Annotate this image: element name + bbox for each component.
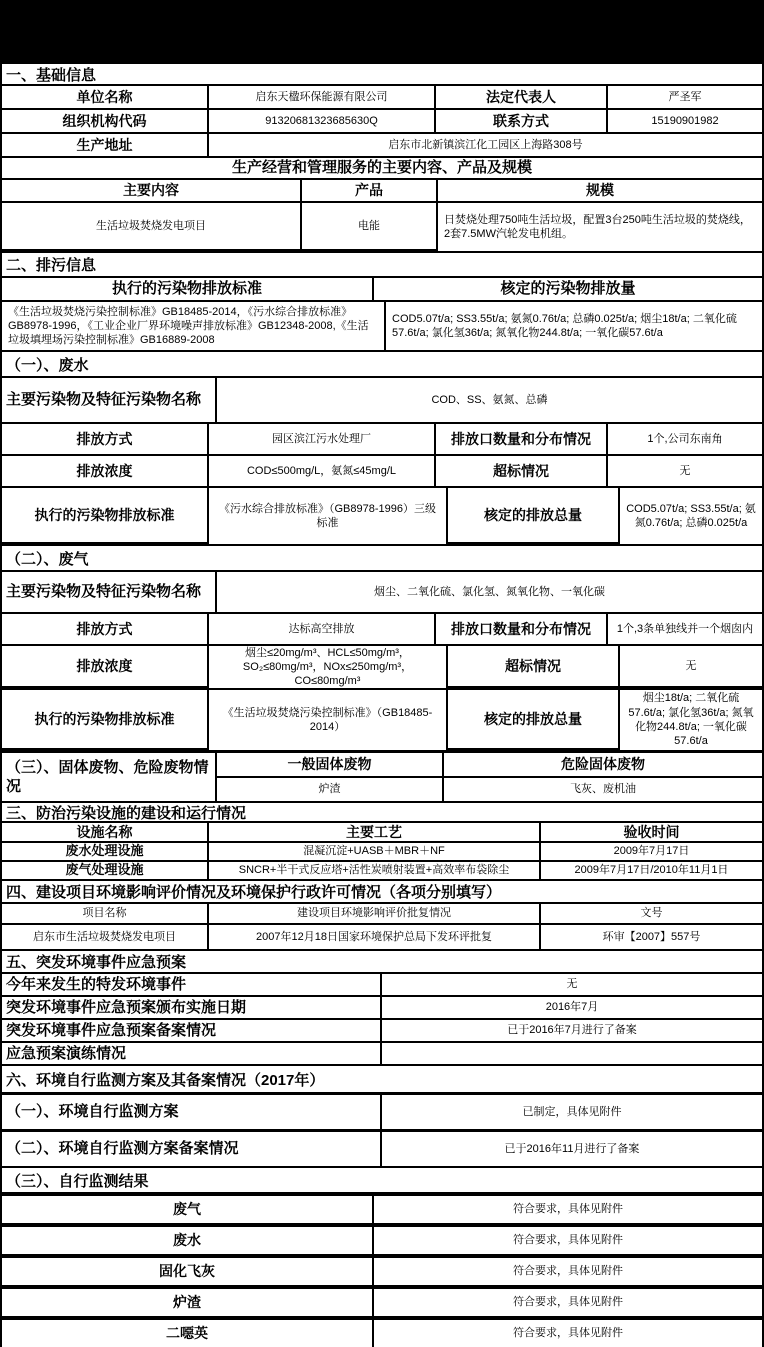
emergency-label: 应急预案演练情况 [2,1043,380,1064]
wg-mode-label: 排放方式 [2,614,207,644]
table-row [2,572,762,612]
table-row [217,778,762,801]
wg-pollutants-label: 主要污染物及特征污染物名称 [2,572,215,612]
result-label: 废气 [2,1196,372,1223]
ww-total-value: COD5.07t/a; SS3.55t/a; 氨氮0.76t/a; 总磷0.025t/a [620,488,762,544]
top-black-band [0,0,764,62]
table-row [2,1289,762,1316]
facility-process-header: 主要工艺 [209,823,539,841]
wg-concentration-value: 烟尘≤20mg/m³、HCL≤50mg/m³，SO₂≤80mg/m³，NOx≤250mg/m³，CO≤80mg/m³ [209,646,446,688]
product-value: 电能 [302,203,436,249]
result-label: 炉渣 [2,1289,372,1316]
table-row [2,1095,762,1129]
wg-exceed-label: 超标情况 [448,646,618,686]
table-row [2,110,762,132]
table-row [2,646,762,688]
facility-accept-date-header: 验收时间 [541,823,762,841]
ww-exceed-label: 超标情况 [436,456,606,486]
ww-exceed-value: 无 [608,456,762,486]
section-title-emergency: 五、突发环境事件应急预案 [2,951,762,972]
emission-amount-value: COD5.07t/a; SS3.55t/a; 氨氮0.76t/a; 总磷0.025t/a; 烟尘18t/a; 二氧化硫57.6t/a; 氯化氢36t/a; 氮氧化物244.8t/a; 一氧化碳57.6t/a [386,302,762,350]
emergency-value: 已于2016年7月进行了备案 [382,1020,762,1041]
org-code-value: 91320681323685630Q [209,110,434,132]
table-row [2,862,762,879]
table-row [2,134,762,156]
ww-concentration-value: COD≤500mg/L，氨氮≤45mg/L [209,456,434,486]
emission-standard-value: 《生活垃圾焚烧污染控制标准》GB18485-2014，《污水综合排放标准》GB8978-1996，《工业企业厂界环境噪声排放标准》GB12348-2008,《生活垃圾填埋场污染控制标准》GB16889-2008 [2,302,384,350]
eia-project-header: 项目名称 [2,904,207,923]
section-title-facilities: 三、防治污染设施的建设和运行情况 [2,803,762,821]
wg-standard-label: 执行的污染物排放标准 [2,690,207,748]
ww-concentration-label: 排放浓度 [2,456,207,486]
eia-project-value: 启东市生活垃圾焚烧发电项目 [2,925,207,949]
ww-standard-value: 《污水综合排放标准》（GB8978-1996）三级标准 [209,488,446,544]
contact-value: 15190901982 [608,110,762,132]
table-row [2,925,762,949]
emergency-label: 今年来发生的特发环境事件 [2,974,380,995]
product-header: 产品 [302,180,436,201]
section-title-basic-info: 一、基础信息 [2,64,762,84]
table-row [2,1196,762,1223]
table-row [2,823,762,841]
ww-total-label: 核定的排放总量 [448,488,618,542]
table-row [2,378,762,422]
general-waste-value: 炉渣 [217,778,442,801]
wg-outlets-value: 1个,3条单独线并一个烟囱内 [608,614,762,644]
section-title-monitoring-results: （三）、自行监测结果 [2,1168,762,1192]
table-row [2,278,762,300]
section-title-emission-info: 二、排污信息 [2,253,762,276]
wg-concentration-label: 排放浓度 [2,646,207,686]
general-waste-header: 一般固体废物 [217,753,442,776]
scale-header: 规模 [438,180,762,201]
table-row [2,1132,762,1166]
facility-process: 混凝沉淀+UASB＋MBR＋NF [209,843,539,860]
eia-approval-header: 建设项目环境影响评价批复情况 [209,904,539,923]
result-label: 二噁英 [2,1320,372,1347]
result-value: 符合要求，具体见附件 [374,1196,762,1223]
table-row [2,1258,762,1285]
ww-mode-value: 园区滨江污水处理厂 [209,424,434,454]
table-row [2,158,762,178]
facility-name-header: 设施名称 [2,823,207,841]
content-header: 主要内容 [2,180,300,201]
facility-accept-date: 2009年7月17日/2010年11月1日 [541,862,762,879]
ww-pollutants-value: COD、SS、氨氮、总磷 [217,378,762,422]
result-value: 符合要求，具体见附件 [374,1227,762,1254]
section-title-wastegas: （二）、废气 [2,546,762,570]
ww-outlets-value: 1个,公司东南角 [608,424,762,454]
emergency-value: 无 [382,974,762,995]
business-header: 生产经营和管理服务的主要内容、产品及规模 [2,158,762,178]
table-row [2,86,762,108]
emergency-value: 2016年7月 [382,997,762,1018]
table-row [2,1020,762,1041]
table-row [2,843,762,860]
result-value: 符合要求，具体见附件 [374,1258,762,1285]
table-row [2,1227,762,1254]
contact-label: 联系方式 [436,110,606,132]
wg-mode-value: 达标高空排放 [209,614,434,644]
wg-total-label: 核定的排放总量 [448,690,618,748]
monitoring-plan-value: 已制定，具体见附件 [382,1095,762,1129]
emergency-value [382,1043,762,1064]
legal-rep-value: 严圣军 [608,86,762,108]
table-row [2,488,762,544]
facility-name: 废水处理设施 [2,843,207,860]
monitoring-plan-label: （一）、环境自行监测方案 [2,1095,380,1129]
result-label: 固化飞灰 [2,1258,372,1285]
section-title-wastewater: （一）、废水 [2,352,762,376]
scale-value: 日焚烧处理750吨生活垃圾，配置3台250吨生活垃圾的焚烧线，2套7.5MW汽轮发电机组。 [438,203,762,251]
emergency-label: 突发环境事件应急预案颁布实施日期 [2,997,380,1018]
solid-waste-grid [217,753,762,801]
monitoring-record-label: （二）、环境自行监测方案备案情况 [2,1132,380,1166]
address-value: 启东市北新镇滨江化工园区上海路308号 [209,134,762,156]
solid-waste-block [2,753,762,801]
eia-approval-value: 2007年12月18日国家环境保护总局下发环评批复 [209,925,539,949]
facility-name: 废气处理设施 [2,862,207,879]
content-value: 生活垃圾焚烧发电项目 [2,203,300,249]
monitoring-record-value: 已于2016年11月进行了备案 [382,1132,762,1166]
emergency-label: 突发环境事件应急预案备案情况 [2,1020,380,1041]
facility-process: SNCR+半干式反应塔+活性炭喷射装置+高效率布袋除尘 [209,862,539,879]
emission-amount-header: 核定的污染物排放量 [374,278,762,300]
table-row [2,203,762,251]
address-label: 生产地址 [2,134,207,156]
eia-docno-value: 环审【2007】557号 [541,925,762,949]
table-row [2,690,762,750]
unit-name-value: 启东天楹环保能源有限公司 [209,86,434,108]
wg-outlets-label: 排放口数量和分布情况 [436,614,606,644]
legal-rep-label: 法定代表人 [436,86,606,108]
solid-waste-title: （三）、固体废物、危险废物情况 [2,753,215,801]
section-title-monitoring: 六、环境自行监测方案及其备案情况（2017年） [2,1066,762,1092]
wg-total-value: 烟尘18t/a; 二氧化硫57.6t/a; 氯化氢36t/a; 氮氧化物244.8t/a; 一氧化碳57.6t/a [620,690,762,750]
result-value: 符合要求，具体见附件 [374,1289,762,1316]
wg-standard-value: 《生活垃圾焚烧污染控制标准》（GB18485-2014） [209,690,446,750]
ww-mode-label: 排放方式 [2,424,207,454]
section-title-eia: 四、建设项目环境影响评价情况及环境保护行政许可情况（各项分别填写） [2,881,762,902]
unit-name-label: 单位名称 [2,86,207,108]
wg-pollutants-value: 烟尘、二氧化硫、氯化氢、氮氧化物、一氧化碳 [217,572,762,612]
table-row [2,180,762,201]
table-row [2,302,762,350]
table-row [2,1043,762,1064]
disclosure-table [2,64,762,1347]
table-row [2,424,762,454]
table-row [2,904,762,923]
table-row [217,753,762,776]
table-row [2,974,762,995]
result-label: 废水 [2,1227,372,1254]
facility-accept-date: 2009年7月17日 [541,843,762,860]
org-code-label: 组织机构代码 [2,110,207,132]
table-row [2,997,762,1018]
table-row [2,1320,762,1347]
table-row [2,456,762,486]
emission-standard-header: 执行的污染物排放标准 [2,278,372,300]
eia-docno-header: 文号 [541,904,762,923]
wg-exceed-value: 无 [620,646,762,686]
ww-standard-label: 执行的污染物排放标准 [2,488,207,542]
table-row [2,614,762,644]
ww-outlets-label: 排放口数量和分布情况 [436,424,606,454]
result-value: 符合要求，具体见附件 [374,1320,762,1347]
hazardous-waste-value: 飞灰、废机油 [444,778,762,801]
ww-pollutants-label: 主要污染物及特征污染物名称 [2,378,215,422]
hazardous-waste-header: 危险固体废物 [444,753,762,776]
